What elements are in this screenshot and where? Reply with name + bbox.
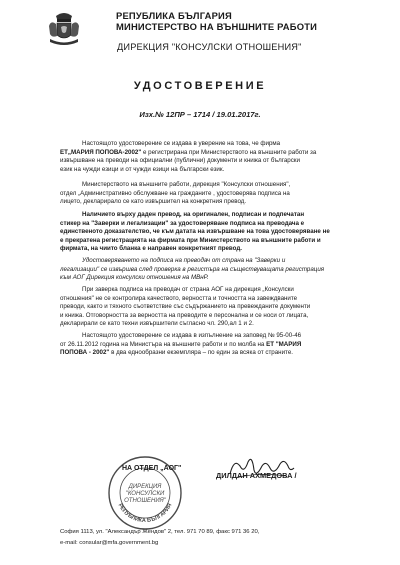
p6-line-1: Настоящото удостоверение се издава в изпълнение на заповед № 95-00-46 bbox=[82, 332, 302, 339]
p5-line-4: и книжа. Отговорността за верността на преводите е персонална и се носи от лицата, bbox=[60, 311, 309, 319]
p4-line-2: легализации" се извършва след проверка в регистъра на съществуващата регистрация bbox=[60, 265, 325, 273]
p6-company-name-part1: ЕТ "МАРИЯ bbox=[266, 340, 302, 348]
document-title: УДОСТОВЕРЕНИЕ bbox=[133, 80, 267, 92]
p2-line-3: лицето, декларирало се като извършител на конкретния превод. bbox=[60, 198, 247, 206]
p3-line-2: стикер на "Заверки и легализации" за удостоверяване подписа на преводача е bbox=[60, 219, 305, 227]
document-number: Изх.№ 12ПР – 1714 / 19.01.2017г. bbox=[139, 110, 261, 119]
paragraph-3 bbox=[60, 211, 362, 254]
p1-line-2: е регистрирана при Министерството на външните работи за bbox=[141, 148, 317, 156]
paragraph-2 bbox=[60, 181, 362, 207]
svg-text:РЕПУБЛИКА БЪЛГАРИЯ bbox=[117, 503, 174, 524]
p1-line-1: Настоящото удостоверение се издава в уверение на това, че фирма bbox=[82, 140, 281, 147]
p5-line-5: декларирали се като техни извършители съгласно чл. 290,ал 1 и 2. bbox=[60, 320, 254, 328]
footer-email: e-mail: consular@mfa.government.bg bbox=[60, 540, 159, 546]
p3-line-4: е прекратена регистрацията на фирмата при Министерството на външните работи и bbox=[60, 236, 321, 244]
p5-line-3: преводи, както и тяхното съответствие със съдържанието на превежданите документи bbox=[60, 303, 311, 311]
p5-line-1: При заверка подписа на преводач от страна АОГ на дирекция „Консулски bbox=[82, 286, 294, 293]
p2-line-2: отдел „Административно обслужване на гражданите , удостоверява подписа на bbox=[60, 189, 290, 197]
signatory-department: НА ОТДЕЛ „АОГ" bbox=[122, 465, 182, 472]
p1-company-name: ЕТ„МАРИЯ ПОПОВА-2002" bbox=[60, 148, 142, 156]
paragraph-1 bbox=[60, 140, 362, 174]
stamp-ring-text: РЕПУБЛИКА БЪЛГАРИЯ bbox=[116, 502, 174, 525]
stamp-inner-line-3: ОТНОШЕНИЯ" bbox=[124, 498, 166, 504]
p4-line-3: към АОГ Дирекция консулски отношения на МВнР. bbox=[60, 274, 209, 282]
paragraph-4 bbox=[60, 257, 362, 283]
paragraph-6 bbox=[60, 332, 362, 358]
paragraph-5 bbox=[60, 286, 362, 329]
p3-line-3: единственото доказателство, че към датата на извършване на това удостоверяване не bbox=[60, 228, 330, 236]
header-ministry: МИНИСТЕРСТВО НА ВЪНШНИТЕ РАБОТИ bbox=[116, 21, 318, 32]
stamp-inner-line-2: "КОНСУЛСКИ bbox=[125, 491, 165, 497]
header-republic: РЕПУБЛИКА БЪЛГАРИЯ bbox=[116, 10, 232, 21]
coat-of-arms-icon bbox=[46, 8, 82, 48]
p1-line-3: извършване на преводи на официални (публични) документи и книжа от български bbox=[60, 157, 300, 165]
header-directorate: ДИРЕКЦИЯ "КОНСУЛСКИ ОТНОШЕНИЯ" bbox=[117, 42, 302, 52]
p5-line-2: отношения" не се контролира качеството, верността и точността на завеждваните bbox=[60, 294, 298, 302]
p1-line-4: език на чужди езици и от чужди езици на български език. bbox=[60, 165, 225, 173]
p6-line-3: в два еднообразни екземпляра – по един за всяка от страните. bbox=[109, 349, 293, 357]
p3-line-1: Наличието върху даден превод, на оригинален, подписан и подпечатан bbox=[82, 211, 305, 218]
p4-line-1: Удостоверяването на подписа на преводач от страна на "Заверки и bbox=[82, 257, 286, 264]
signatory-name: ДИЛДАН АХМЕДОВА / bbox=[216, 471, 297, 480]
stamp-inner-line-1: ДИРЕКЦИЯ bbox=[128, 484, 162, 490]
p2-line-1: Министерството на външните работи, дирекция "Консулски отношения", bbox=[82, 181, 291, 188]
footer-address: София 1113, ул. "Александър Жендов" 2, тел. 971 70 89, факс 971 36 20, bbox=[60, 529, 260, 535]
p3-line-5: фирмата, на чиито бланка е направен конкретният превод. bbox=[60, 245, 242, 253]
p6-line-2: от 26.11.2012 година на Министъра на външните работи и по молба на bbox=[60, 340, 267, 348]
p6-company-name-part2: ПОПОВА - 2002" bbox=[60, 349, 110, 357]
